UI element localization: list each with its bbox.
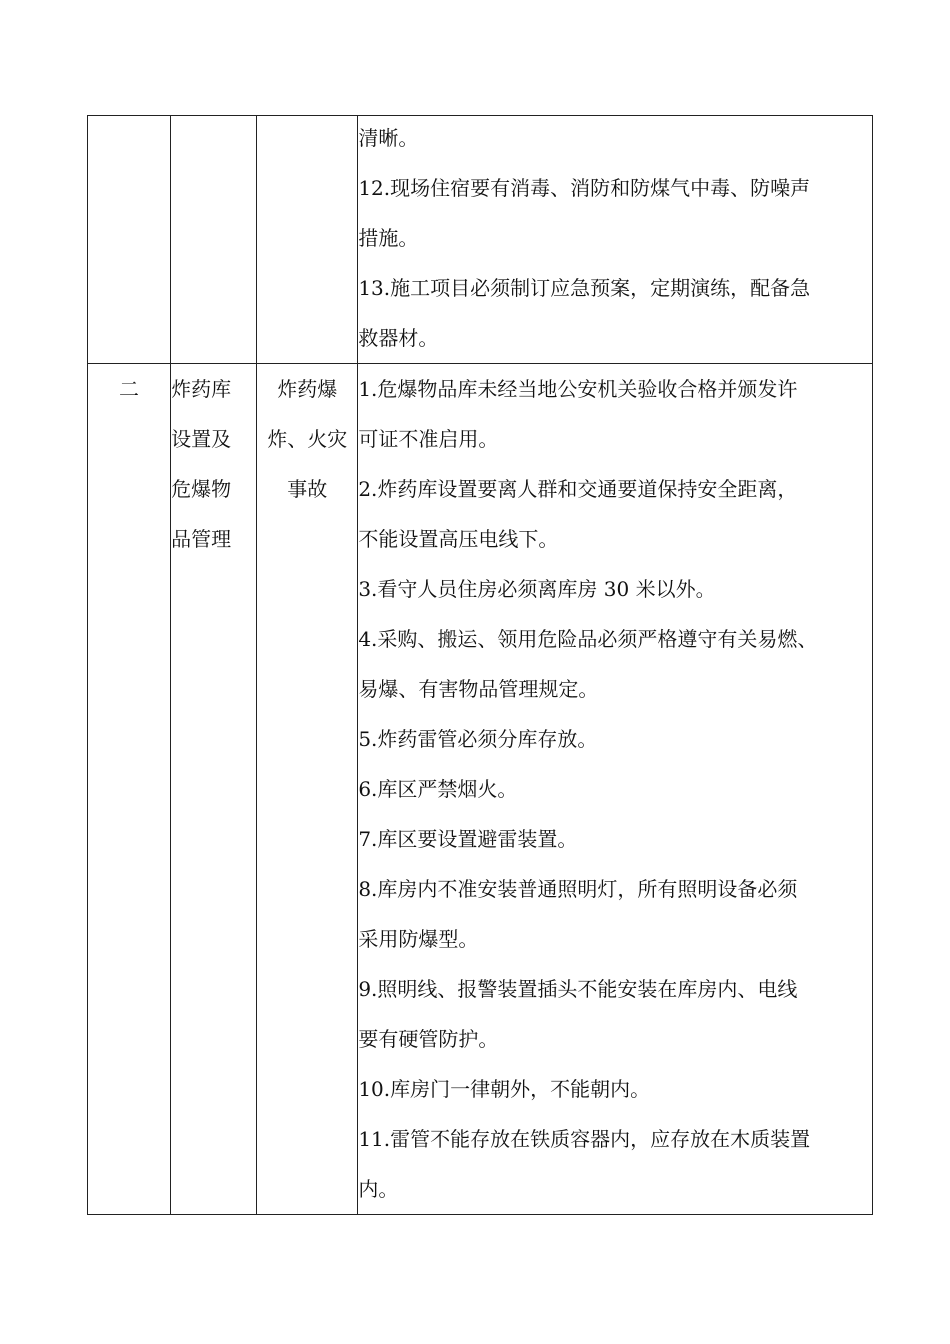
table-row: [88, 116, 873, 364]
hazard-line: 炸药爆: [277, 377, 338, 401]
hazard-cell: [257, 364, 358, 1215]
measure-line: 可证不准启用。: [358, 427, 499, 451]
item-cell: [171, 116, 257, 364]
item-line: 炸药库: [171, 377, 232, 401]
measure-line: 6.库区严禁烟火。: [358, 777, 518, 801]
measure-line: 12.现场住宿要有消毒、消防和防煤气中毒、防噪声: [358, 176, 811, 200]
measure-line: 7.库区要设置避雷装置。: [358, 827, 578, 851]
measure-line: 内。: [358, 1177, 399, 1201]
item-line: 危爆物: [171, 477, 232, 501]
measure-line: 8.库房内不准安装普通照明灯，所有照明设备必须: [358, 877, 798, 901]
row-number-cell: [88, 116, 171, 364]
measure-line: 9.照明线、报警装置插头不能安装在库房内、电线: [358, 977, 798, 1001]
item-line: 品管理: [171, 527, 232, 551]
measure-line: 清晰。: [358, 126, 419, 150]
item-line: 设置及: [171, 427, 232, 451]
measure-line: 10.库房门一律朝外，不能朝内。: [358, 1077, 651, 1101]
measure-line: 11.雷管不能存放在铁质容器内，应存放在木质装置: [358, 1127, 811, 1151]
measure-line: 易爆、有害物品管理规定。: [358, 677, 599, 701]
measure-line: 不能设置高压电线下。: [358, 527, 559, 551]
measures-cell: [358, 116, 873, 364]
measure-line: 4.采购、搬运、领用危险品必须严格遵守有关易燃、: [358, 627, 818, 651]
hazard-line: 事故: [287, 477, 328, 501]
row-number: 二: [119, 377, 140, 401]
measures-cell: [358, 364, 873, 1215]
measure-line: 3.看守人员住房必须离库房 30 米以外。: [358, 577, 716, 601]
hazard-cell: [257, 116, 358, 364]
measure-line: 采用防爆型。: [358, 927, 479, 951]
measure-line: 措施。: [358, 226, 419, 250]
measure-line: 5.炸药雷管必须分库存放。: [358, 727, 598, 751]
hazard-line: 炸、火灾: [267, 427, 348, 451]
measure-line: 1.危爆物品库未经当地公安机关验收合格并颁发许: [358, 377, 798, 401]
table-row: [88, 364, 873, 1215]
measure-line: 救器材。: [358, 326, 439, 350]
row-number-cell: [88, 364, 171, 1215]
item-cell: [171, 364, 257, 1215]
measure-line: 2.炸药库设置要离人群和交通要道保持安全距离，: [358, 477, 798, 501]
safety-measures-table: [87, 115, 873, 1215]
measure-line: 13.施工项目必须制订应急预案，定期演练，配备急: [358, 276, 811, 300]
measure-line: 要有硬管防护。: [358, 1027, 499, 1051]
